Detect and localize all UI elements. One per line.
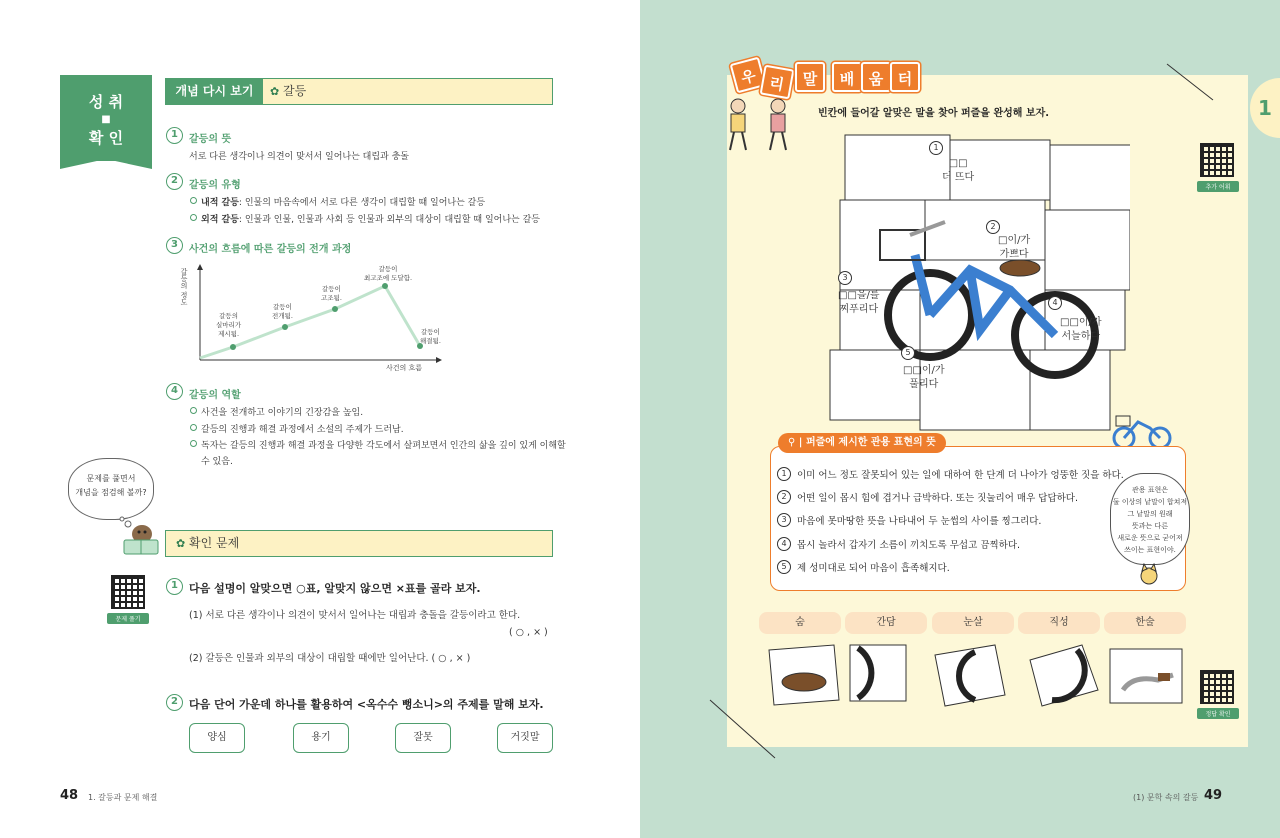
puzzle-clue-1	[942, 157, 974, 185]
puzzle-clue-2-text: 가쁘다	[999, 249, 1029, 260]
title-tile-1: 우	[730, 57, 767, 94]
question-1-number: 1	[166, 578, 183, 595]
puzzle-clue-2	[998, 234, 1030, 262]
jigsaw-puzzle-board	[820, 130, 1130, 435]
instruction-text: 빈칸에 들어갈 알맞은 말을 찾아 퍼즐을 완성해 보자.	[818, 108, 1050, 119]
label-rising-1: 갈등이	[322, 285, 341, 293]
point-development	[282, 324, 288, 330]
puzzle-clue-1-blank: □□	[948, 158, 968, 169]
footer-right-text: (1) 문학 속의 갈등	[1133, 793, 1199, 802]
page-number-left: 48	[60, 788, 79, 803]
section-1-text: 서로 다른 생각이나 의견이 맞서서 일어나는 대립과 충돌	[189, 152, 409, 162]
note-line-2: 둘 이상의 낱말이 합쳐져	[1112, 498, 1188, 506]
label-rising-2: 고조됨.	[321, 294, 342, 302]
concept-review-tag: 개념 다시 보기	[166, 79, 263, 104]
puzzle-clue-5	[903, 364, 945, 392]
qr-answer-label[interactable]: 정답 확인	[1197, 708, 1239, 719]
external-conflict-desc: : 인물과 인물, 인물과 사회 등 인물과 외부의 대상이 대립할 때 일어나는 갈등	[238, 215, 540, 225]
puzzle-clue-5-text: 풀리다	[909, 379, 939, 390]
section-3-number: 3	[166, 237, 183, 254]
bicycle-icon	[1112, 404, 1172, 452]
internal-conflict-desc: : 인물의 마음속에서 서로 다른 생각이 대립할 때 일어나는 갈등	[238, 198, 486, 208]
word-tab-2[interactable]: 간담	[845, 612, 927, 634]
meaning-number-2: 2	[777, 490, 791, 504]
think-bubble	[68, 458, 154, 520]
note-line-3: 그 낱말의 원래	[1127, 510, 1173, 518]
title-tile-2: 리	[760, 65, 795, 100]
title-tile-6: 터	[890, 62, 920, 92]
role-item-3: 독자는 갈등의 진행과 해결 과정을 다양한 각도에서 살펴보면서 인간의 삶을 깊이 있게 이해할	[201, 441, 566, 451]
title-tile-4: 배	[832, 62, 862, 92]
meaning-text-4: 몹시 놀라서 갑자기 소름이 끼치도록 무섭고 끔찍하다.	[797, 540, 1021, 551]
section-4-title: 갈등의 역할	[189, 390, 241, 401]
idiom-note-bubble	[1110, 473, 1190, 565]
question-1-item-1: (1) 서로 다른 생각이나 의견이 맞서서 일어나는 대립과 충돌을 갈등이라고 한다.	[189, 610, 521, 621]
point-climax	[382, 283, 388, 289]
section-2-title: 갈등의 유형	[189, 180, 241, 191]
leaf-icon: ✿	[176, 537, 186, 550]
concept-review-header	[165, 78, 553, 105]
kids-illustration	[722, 92, 802, 154]
title-tile-3: 말	[795, 62, 825, 92]
meaning-number-1: 1	[777, 467, 791, 481]
chart-label-climax	[364, 265, 412, 283]
role-item-2: 갈등의 진행과 해결 과정에서 소설의 주제가 드러남.	[201, 425, 404, 435]
puzzle-piece-3[interactable]	[930, 640, 1010, 710]
y-arrow	[197, 264, 203, 270]
internal-conflict-item	[201, 195, 485, 208]
puzzle-number-3: 3	[838, 271, 852, 285]
x-arrow	[436, 357, 442, 363]
external-conflict-term: 외적 갈등	[201, 215, 239, 225]
puzzle-piece-4[interactable]	[1022, 640, 1102, 710]
bullet-icon	[190, 197, 197, 204]
puzzle-clue-4-text: 서늘하다	[1061, 331, 1101, 342]
puzzle-clue-5-blank: □□이/가	[903, 365, 945, 376]
badge-line1: 성 취	[88, 93, 124, 111]
puzzle-clue-2-blank: □이/가	[998, 235, 1031, 246]
point-exposition	[230, 344, 236, 350]
bullet-icon	[190, 407, 197, 414]
word-choice-2[interactable]: 용기	[293, 723, 349, 753]
label-development-1: 갈등이	[273, 303, 292, 311]
leaf-icon: ✿	[270, 85, 280, 98]
puzzle-piece-5[interactable]	[1108, 645, 1188, 707]
puzzle-clue-1-text: 더 뜨다	[942, 172, 975, 183]
chapter-tab: 1	[1250, 78, 1280, 138]
qr-code-icon[interactable]	[1200, 670, 1234, 704]
chart-label-resolution	[420, 328, 441, 346]
label-exposition-2: 실마리가	[216, 321, 242, 329]
word-tab-1[interactable]: 숨	[759, 612, 841, 634]
meaning-text-1: 이미 어느 정도 잘못되어 있는 일에 대하여 한 단계 더 나아가 엉뚱한 짓을 하다.	[797, 470, 1124, 481]
label-resolution-1: 갈등이	[421, 328, 440, 336]
concept-review-title-wrap	[270, 79, 306, 104]
puzzle-number-5: 5	[901, 346, 915, 360]
meaning-tag	[778, 433, 946, 453]
bullet-icon	[190, 440, 197, 447]
puzzle-clue-3-text: 찌푸리다	[839, 304, 879, 315]
puzzle-clue-3-blank: □□을/를	[838, 290, 880, 301]
internal-conflict-term: 내적 갈등	[201, 198, 239, 208]
chart-label-exposition	[216, 312, 241, 339]
bullet-icon	[190, 424, 197, 431]
note-line-4: 뜻과는 다른	[1131, 522, 1169, 530]
section-3-title: 사건의 흐름에 따른 갈등의 전개 과정	[189, 244, 352, 255]
puzzle-number-4: 4	[1048, 296, 1062, 310]
otter-mascot-icon	[112, 516, 162, 556]
note-line-6: 쓰이는 표현이야.	[1124, 546, 1176, 554]
chart-label-development	[272, 303, 293, 321]
meaning-number-3: 3	[777, 513, 791, 527]
decorative-line	[1165, 62, 1215, 102]
section-1-title: 갈등의 뜻	[189, 134, 232, 145]
chart-y-label: 갈등의 정도	[180, 268, 188, 306]
bubble-line1: 문제를 풀면서	[86, 474, 136, 483]
question-1-item-2-text: (2) 갈등은 인물과 외부의 대상이 대립할 때에만 일어난다.	[189, 653, 429, 664]
meaning-text-5: 제 성미대로 되어 마음이 흡족해지다.	[797, 563, 950, 574]
word-choice-1[interactable]: 양심	[189, 723, 245, 753]
question-1-text: 다음 설명이 알맞으면 ○표, 알맞지 않으면 ×표를 골라 보자.	[189, 582, 481, 595]
chart-x-label: 사건의 흐름	[386, 364, 423, 372]
title-tile-5: 움	[861, 62, 891, 92]
external-conflict-item	[201, 212, 540, 225]
word-tab-5[interactable]: 한술	[1104, 612, 1186, 634]
question-1-item-2	[189, 650, 470, 664]
bullet-icon	[190, 214, 197, 221]
meaning-text-3: 마음에 못마땅한 뜻을 나타내어 두 눈썹의 사이를 찡그리다.	[797, 516, 1042, 527]
puzzle-piece-1[interactable]	[764, 640, 844, 710]
puzzle-clue-3	[838, 289, 880, 317]
section-1-number: 1	[166, 127, 183, 144]
badge-line2: 확 인	[88, 129, 124, 147]
qr-extra-vocab-label[interactable]: 추가 어휘	[1197, 181, 1239, 192]
puzzle-number-1: 1	[929, 141, 943, 155]
label-climax-1: 갈등이	[378, 265, 398, 273]
word-choice-3[interactable]: 잘못	[395, 723, 451, 753]
label-resolution-2: 해결됨.	[420, 337, 441, 345]
check-problem-header	[165, 530, 553, 557]
meaning-text-2: 어떤 일이 몹시 힘에 겹거나 급박하다. 또는 짓눌리어 매우 답답하다.	[797, 493, 1078, 504]
question-2-text: 다음 단어 가운데 하나를 활용하여 <옥수수 뻥소니>의 주제를 말해 보자.	[189, 698, 544, 711]
puzzle-clue-4-blank: □□이/가	[1060, 317, 1102, 328]
chart-label-rising	[321, 285, 342, 303]
badge-notch	[60, 155, 152, 169]
qr-code-icon[interactable]	[111, 575, 145, 609]
puzzle-piece-2[interactable]	[848, 643, 910, 705]
bubble-line2: 개념을 점검해 볼까?	[75, 488, 147, 497]
meaning-number-4: 4	[777, 537, 791, 551]
meaning-tag-text: 퍼즐에 제시한 관용 표현의 뜻	[805, 437, 936, 448]
note-line-1: 관용 표현은	[1131, 486, 1169, 494]
label-climax-2: 최고조에 도달함.	[364, 274, 413, 282]
qr-code-icon[interactable]	[1200, 143, 1234, 177]
footer-left-text: 1. 갈등과 문제 해결	[88, 793, 158, 802]
note-line-5: 새로운 뜻으로 굳어져	[1117, 534, 1183, 542]
question-2-number: 2	[166, 694, 183, 711]
meaning-number-5: 5	[777, 560, 791, 574]
point-rising	[332, 306, 338, 312]
label-exposition-1: 갈등의	[219, 312, 238, 320]
label-exposition-3: 제시됨.	[218, 330, 240, 338]
word-choice-4[interactable]: 거짓말	[497, 723, 553, 753]
puzzle-number-2: 2	[986, 220, 1000, 234]
concept-review-title: 갈등	[283, 84, 307, 98]
badge-dot: ■	[101, 114, 111, 125]
question-1-item-1-answer[interactable]: ( ○ , × )	[509, 627, 548, 638]
page-number-right: 49	[1204, 788, 1223, 803]
question-1-item-2-answer[interactable]: ( ○ , × )	[431, 653, 471, 664]
word-tab-3[interactable]: 눈살	[932, 612, 1014, 634]
achievement-badge	[60, 75, 152, 161]
label-development-2: 전개됨.	[272, 312, 293, 320]
section-2-number: 2	[166, 173, 183, 190]
qr-problem-label[interactable]: 문제 풀기	[107, 613, 149, 624]
role-item-3-cont: 수 있음.	[201, 457, 233, 467]
cat-mascot-icon	[1136, 563, 1162, 587]
magnifier-icon: ⚲ |	[788, 437, 806, 448]
word-tab-4[interactable]: 직성	[1018, 612, 1100, 634]
check-problem-title: 확인 문제	[189, 536, 240, 550]
section-4-number: 4	[166, 383, 183, 400]
role-item-1: 사건을 전개하고 이야기의 긴장감을 높임.	[201, 408, 364, 418]
puzzle-clue-4	[1060, 316, 1102, 344]
